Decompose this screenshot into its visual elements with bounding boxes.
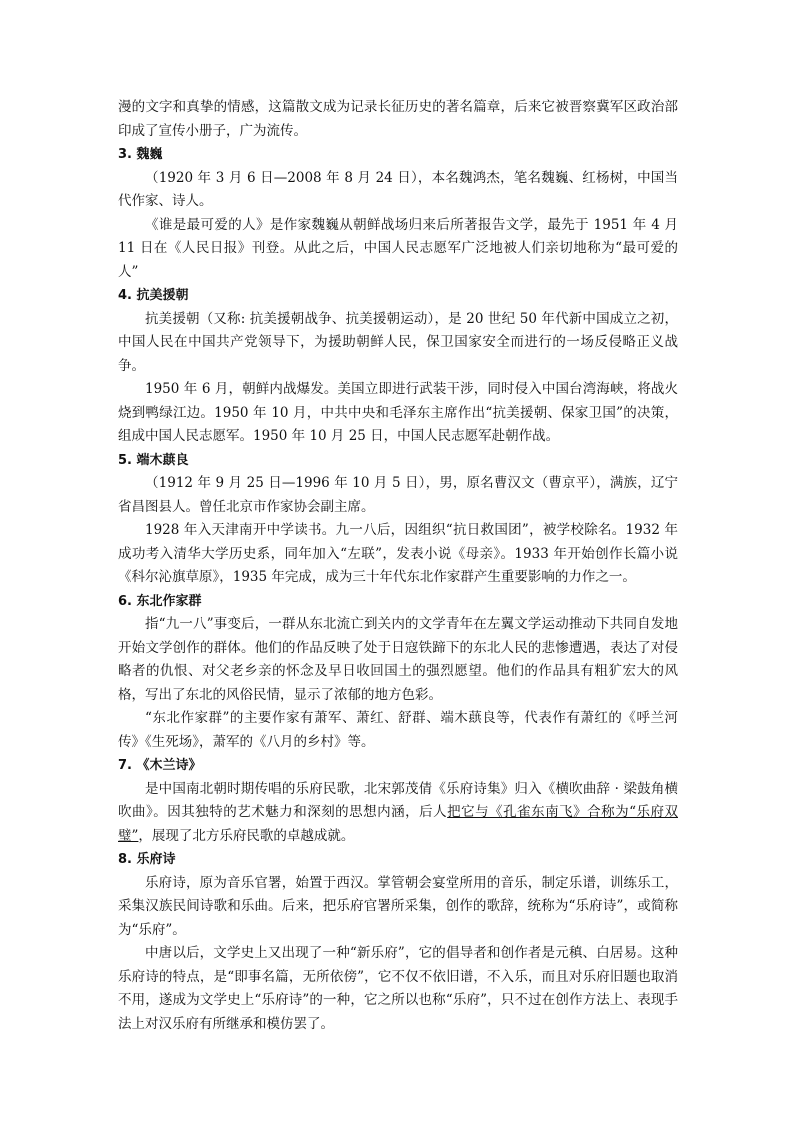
section-3-heading: 3. 魏巍 (118, 147, 163, 162)
section-7-underlined-text: 把它与《孔雀东南飞》合称为“乐府双璧” (118, 804, 678, 844)
section-6-paragraph-1: 指“九一八”事变后，一群从东北流亡到关内的文学青年在左翼文学运动推动下共同自发地开始文学创作的群体。他们的作品反映了处于日寇铁蹄下的东北人民的悲惨遭遇，表达了对侵略者的仇恨、对父老乡亲的怀念及早日收回国土的强烈愿望。他们的作品具有粗犷宏大的风格，写出了东北的风俗民情，显示了浓郁的地方色彩。 (118, 616, 678, 703)
section-5-heading: 5. 端木蕻良 (118, 452, 189, 468)
section-3-paragraph-2: 《谁是最可爱的人》是作家魏巍从朝鲜战场归来后所著报告文学，最先于 1951 年 4 月 11 日在《人民日报》刊登。从此之后，中国人民志愿军广泛地被人们亲切地称为“最可爱的人” (118, 216, 678, 280)
document-page (118, 96, 678, 1036)
section-5-paragraph-1: （1912 年 9 月 25 日—1996 年 10 月 5 日），男，原名曹汉文（曹京平），满族，辽宁省昌图县人。曾任北京市作家协会副主席。 (118, 475, 678, 515)
section-6-paragraph-2: “东北作家群”的主要作家有萧军、萧红、舒群、端木蕻良等，代表作有萧红的《呼兰河传》《生死场》，萧军的《八月的乡村》等。 (118, 710, 678, 750)
section-8-heading: 8. 乐府诗 (118, 852, 176, 867)
section-4-paragraph-1: 抗美援朝（又称: 抗美援朝战争、抗美援朝运动），是 20 世纪 50 年代新中国成立之初，中国人民在中国共产党领导下，为援助朝鲜人民，保卫国家安全而进行的一场反侵略正义战争。 (118, 310, 678, 374)
section-4-paragraph-2: 1950 年 6 月，朝鲜内战爆发。美国立即进行武装干涉，同时侵入中国台湾海峡，将战火烧到鸭绿江边。1950 年 10 月，中共中央和毛泽东主席作出“抗美援朝、保家卫国”的决策，组成中国人民志愿军。1950 年 10 月 25 日，中国人民志愿军赴朝作战。 (118, 381, 678, 444)
section-8-paragraph-1: 乐府诗，原为音乐官署，始置于西汉。掌管朝会宴堂所用的音乐，制定乐谱，训练乐工，采集汉族民间诗歌和乐曲。后来，把乐府官署所采集，创作的歌辞，统称为“乐府诗”，或简称为“乐府”。 (118, 874, 678, 938)
intro-paragraph: 漫的文字和真挚的情感，这篇散文成为记录长征历史的著名篇章，后来它被晋察冀军区政治部印成了宣传小册子，广为流传。 (118, 99, 678, 139)
section-5-paragraph-2: 1928 年入天津南开中学读书。九一八后，因组织“抗日救国团”，被学校除名。1932 年成功考入清华大学历史系，同年加入“左联”，发表小说《母亲》。1933 年开始创作长篇小说《科尔沁旗草原》，1935 年完成，成为三十年代东北作家群产生重要影响的力作之一。 (118, 522, 678, 585)
section-7-text-before: 是中国南北朝时期传唱的乐府民歌，北宋郭茂倩《乐府诗集》归入《横吹曲辞 · 梁鼓角横吹曲》。因其独特的艺术魅力和深刻的思想内涵，后人 (118, 780, 678, 820)
section-6-heading: 6. 东北作家群 (118, 593, 202, 609)
section-4-heading: 4. 抗美援朝 (118, 288, 189, 303)
section-3-paragraph-1: （1920 年 3 月 6 日—2008 年 8 月 24 日），本名魏鸿杰，笔名魏巍、红杨树，中国当代作家、诗人。 (118, 169, 678, 209)
section-8-paragraph-2: 中唐以后，文学史上又出现了一种“新乐府”，它的倡导者和创作者是元稹、白居易。这种乐府诗的特点，是“即事名篇，无所依傍”，它不仅不依旧谱，不入乐，而且对乐府旧题也取消不用，遂成为文学史上“乐府诗”的一种，它之所以也称“乐府”，只不过在创作方法上、表现手法上对汉乐府有所继承和模仿罢了。 (118, 945, 678, 1032)
section-7-text-after: ，展现了北方乐府民歌的卓越成就。 (138, 827, 355, 844)
section-7-heading: 7. 《木兰诗》 (118, 758, 202, 773)
section-7-paragraph-1 (118, 778, 678, 849)
